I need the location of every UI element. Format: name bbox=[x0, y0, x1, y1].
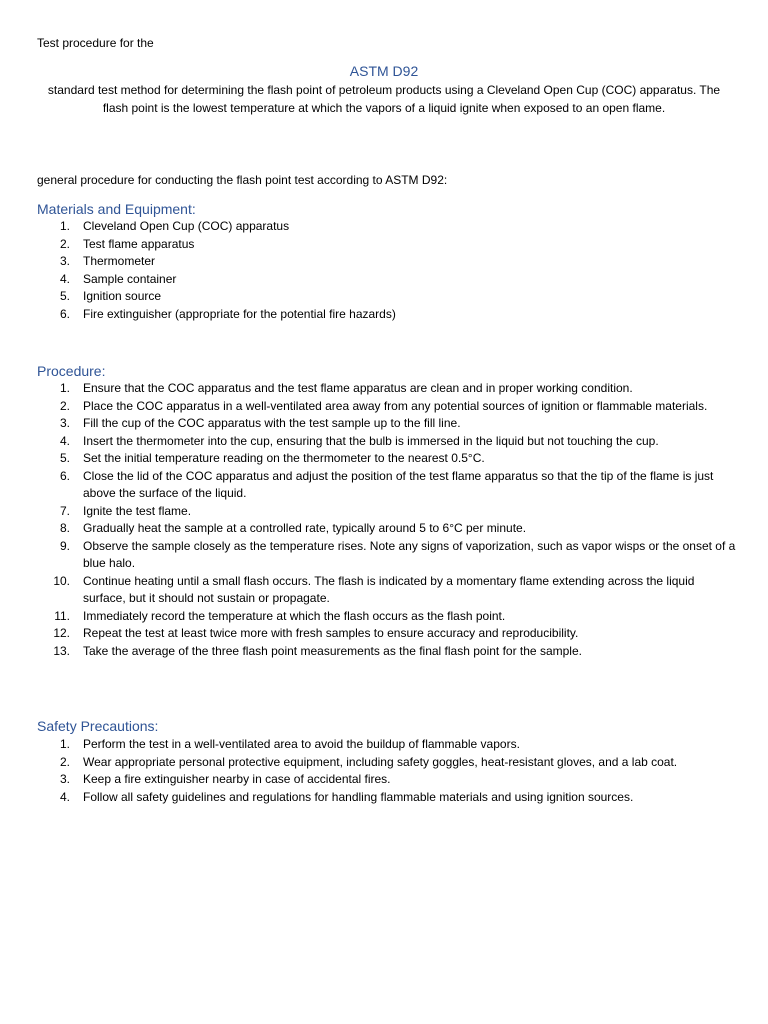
procedure-step-number: 12. bbox=[53, 626, 70, 640]
procedure-step-number: 2. bbox=[59, 398, 70, 413]
safety-list-item-text: Keep a fire extinguisher nearby in case of accidental fires. bbox=[83, 772, 391, 786]
procedure-step-text: Observe the sample closely as the temperature rises. Note any signs of vaporization, such as vapor wisps or the onset of a blue halo. bbox=[83, 538, 736, 570]
materials-list-item bbox=[0, 306, 740, 324]
materials-list-item-text: Ignition source bbox=[83, 289, 162, 303]
procedure-step-number: 11. bbox=[54, 608, 70, 623]
procedure-step bbox=[0, 625, 740, 643]
procedure-step-text: Take the average of the three flash point measurements as the final flash point for the sample. bbox=[83, 643, 582, 658]
procedure-step-number: 8. bbox=[59, 521, 70, 535]
procedure-step-number: 1. bbox=[59, 381, 70, 395]
procedure-step bbox=[0, 538, 740, 573]
procedure-step bbox=[0, 608, 740, 626]
safety-list-item bbox=[0, 754, 740, 772]
safety-list-item bbox=[0, 736, 740, 754]
materials-heading: Materials and Equipment: bbox=[37, 201, 196, 217]
document-description: standard test method for determining the flash point of petroleum products using a Cleveland Open Cup (COC) apparatus. The flash point is the lowest temperature at which the vapors of a liquid ignite when exposed to an open flame. bbox=[47, 83, 721, 115]
procedure-step bbox=[0, 520, 740, 538]
procedure-step-number: 4. bbox=[59, 433, 70, 448]
materials-list-item-number: 3. bbox=[59, 254, 70, 268]
materials-list-item bbox=[0, 218, 740, 236]
procedure-step-text: Close the lid of the COC apparatus and adjust the position of the test flame apparatus so that the tip of the flame is just above the surface of the liquid. bbox=[83, 468, 714, 500]
procedure-step bbox=[0, 450, 740, 468]
intro-line: Test procedure for the bbox=[37, 36, 154, 50]
procedure-step-number: 9. bbox=[59, 538, 70, 553]
procedure-step-text: Fill the cup of the COC apparatus with the test sample up to the fill line. bbox=[83, 416, 461, 430]
safety-list-item-number: 1. bbox=[59, 737, 70, 751]
materials-list-item-number: 4. bbox=[59, 271, 70, 286]
procedure-step-text: Continue heating until a small flash occurs. The flash is indicated by a momentary flame extending across the liquid surface, but it should not sustain or propagate. bbox=[83, 573, 695, 605]
materials-list-item-text: Test flame apparatus bbox=[83, 236, 195, 251]
procedure-step-number: 3. bbox=[59, 416, 70, 430]
procedure-step-text: Gradually heat the sample at a controlled rate, typically around 5 to 6°C per minute. bbox=[83, 521, 527, 535]
safety-list-item-text: Perform the test in a well-ventilated area to avoid the buildup of flammable vapors. bbox=[83, 737, 520, 751]
safety-list-item-number: 3. bbox=[59, 772, 70, 786]
materials-list-item bbox=[0, 271, 740, 289]
procedure-list bbox=[0, 380, 740, 660]
procedure-step-number: 5. bbox=[59, 451, 70, 465]
materials-list-item-text: Fire extinguisher (appropriate for the potential fire hazards) bbox=[83, 306, 396, 321]
materials-list-item-number: 2. bbox=[59, 236, 70, 251]
procedure-intro: general procedure for conducting the flash point test according to ASTM D92: bbox=[37, 173, 448, 187]
procedure-step bbox=[0, 433, 740, 451]
safety-heading: Safety Precautions: bbox=[37, 718, 159, 734]
safety-list-item-number: 4. bbox=[59, 789, 70, 804]
procedure-step-number: 10. bbox=[53, 573, 70, 588]
procedure-step bbox=[0, 643, 740, 661]
safety-list-item bbox=[0, 789, 740, 807]
procedure-step bbox=[0, 398, 740, 416]
materials-list-item-number: 1. bbox=[59, 219, 70, 233]
materials-list bbox=[0, 218, 740, 323]
procedure-step bbox=[0, 573, 740, 608]
materials-list-item-number: 5. bbox=[59, 289, 70, 303]
procedure-step-text: Insert the thermometer into the cup, ensuring that the bulb is immersed in the liquid but not touching the cup. bbox=[83, 433, 659, 448]
procedure-step bbox=[0, 415, 740, 433]
procedure-step-text: Repeat the test at least twice more with fresh samples to ensure accuracy and reproducibility. bbox=[83, 626, 579, 640]
procedure-step-text: Place the COC apparatus in a well-ventilated area away from any potential sources of ignition or flammable materials. bbox=[83, 398, 708, 413]
procedure-step-text: Ensure that the COC apparatus and the test flame apparatus are clean and in proper working condition. bbox=[83, 381, 633, 395]
safety-list-item-text: Follow all safety guidelines and regulations for handling flammable materials and using ignition sources. bbox=[83, 789, 634, 804]
procedure-step bbox=[0, 503, 740, 521]
procedure-step-number: 7. bbox=[59, 503, 70, 518]
materials-list-item bbox=[0, 288, 740, 306]
materials-list-item-number: 6. bbox=[59, 306, 70, 321]
procedure-step-text: Immediately record the temperature at which the flash occurs as the flash point. bbox=[83, 608, 506, 623]
safety-list bbox=[0, 736, 740, 806]
materials-list-item-text: Sample container bbox=[83, 271, 177, 286]
procedure-step-number: 13. bbox=[53, 643, 70, 658]
materials-list-item bbox=[0, 236, 740, 254]
safety-list-item-text: Wear appropriate personal protective equipment, including safety goggles, heat-resistant gloves, and a lab coat. bbox=[83, 754, 678, 769]
safety-list-item-number: 2. bbox=[59, 754, 70, 769]
safety-list-item bbox=[0, 771, 740, 789]
procedure-step bbox=[0, 468, 740, 503]
document-title: ASTM D92 bbox=[349, 63, 419, 79]
materials-list-item-text: Cleveland Open Cup (COC) apparatus bbox=[83, 219, 290, 233]
materials-list-item bbox=[0, 253, 740, 271]
materials-list-item-text: Thermometer bbox=[83, 254, 156, 268]
procedure-step bbox=[0, 380, 740, 398]
procedure-heading: Procedure: bbox=[37, 363, 106, 379]
procedure-step-number: 6. bbox=[59, 468, 70, 483]
procedure-step-text: Set the initial temperature reading on the thermometer to the nearest 0.5°C. bbox=[83, 451, 485, 465]
procedure-step-text: Ignite the test flame. bbox=[83, 503, 192, 518]
